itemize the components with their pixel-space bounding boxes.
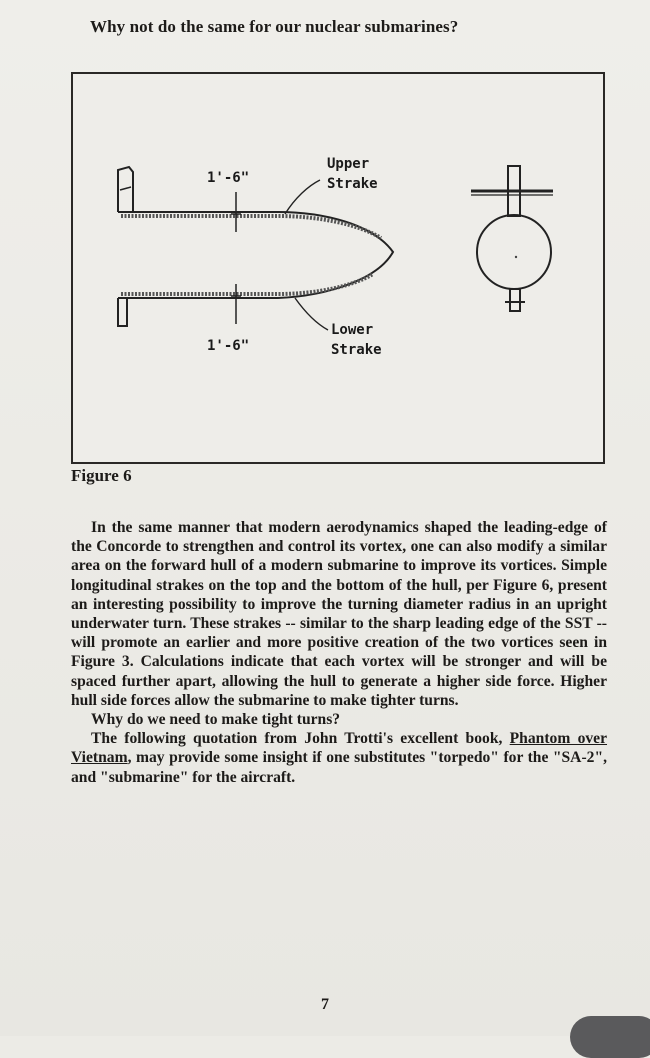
upper-strake-label-line2: Strake <box>327 176 378 192</box>
upper-dimension-label: 1'-6" <box>207 170 250 186</box>
figure-caption: Figure 6 <box>71 466 132 485</box>
upper-strake-leader <box>285 180 320 214</box>
figure-6-diagram <box>71 72 605 464</box>
lower-strake-leader <box>295 298 328 330</box>
page-heading: Why not do the same for our nuclear submarines? <box>90 17 459 36</box>
upper-strake-label-line1: Upper <box>327 156 370 172</box>
paragraph-question: Why do we need to make tight turns? <box>91 711 341 729</box>
corner-overlay <box>570 1016 650 1058</box>
lower-strake-label-line2: Strake <box>331 342 382 358</box>
cross-section-hull <box>477 215 551 289</box>
cross-section-center <box>515 256 517 258</box>
lower-dimension-label: 1'-6" <box>207 338 250 354</box>
paragraph-quotation-intro <box>71 729 607 787</box>
book-title: Phantom over Vietnam <box>71 730 608 767</box>
quote-intro-text: The following quotation from John Trotti's excellent book, <box>91 730 510 748</box>
cross-section-keel <box>510 289 520 311</box>
upper-strake <box>121 216 381 238</box>
sail-mark <box>120 187 131 190</box>
stern-fin <box>118 298 127 326</box>
lower-strake-label-line1: Lower <box>331 322 374 338</box>
paragraph-strakes: In the same manner that modern aerodynamics shaped the leading-edge of the Concorde to strengthen and control its vortex, one can also modify a similar area on the forward hull of a modern submarine to improve its vortices. Simple longitudinal strakes on the top and the bottom of the hull, per Figure 6, present an interesting possibility to improve the turning diameter radius in an upright underwater turn. These strakes -- similar to the sharp leading edge of the SST -- will promote an earlier and more positive creation of the two vortices seen in Figure 3. Calculations indicate that each vortex will be stronger and will be spaced further apart, allowing the hull to generate a higher side force. Higher hull side forces allow the submarine to make tighter turns. <box>71 519 607 709</box>
body-text <box>71 518 607 787</box>
page-number: 7 <box>321 996 329 1013</box>
lower-strake <box>121 274 373 294</box>
quote-intro-rest: , may provide some insight if one substitutes "torpedo" for the "SA-2", and "submarine" for the aircraft. <box>71 749 607 786</box>
submarine-strake-drawing <box>73 74 607 466</box>
